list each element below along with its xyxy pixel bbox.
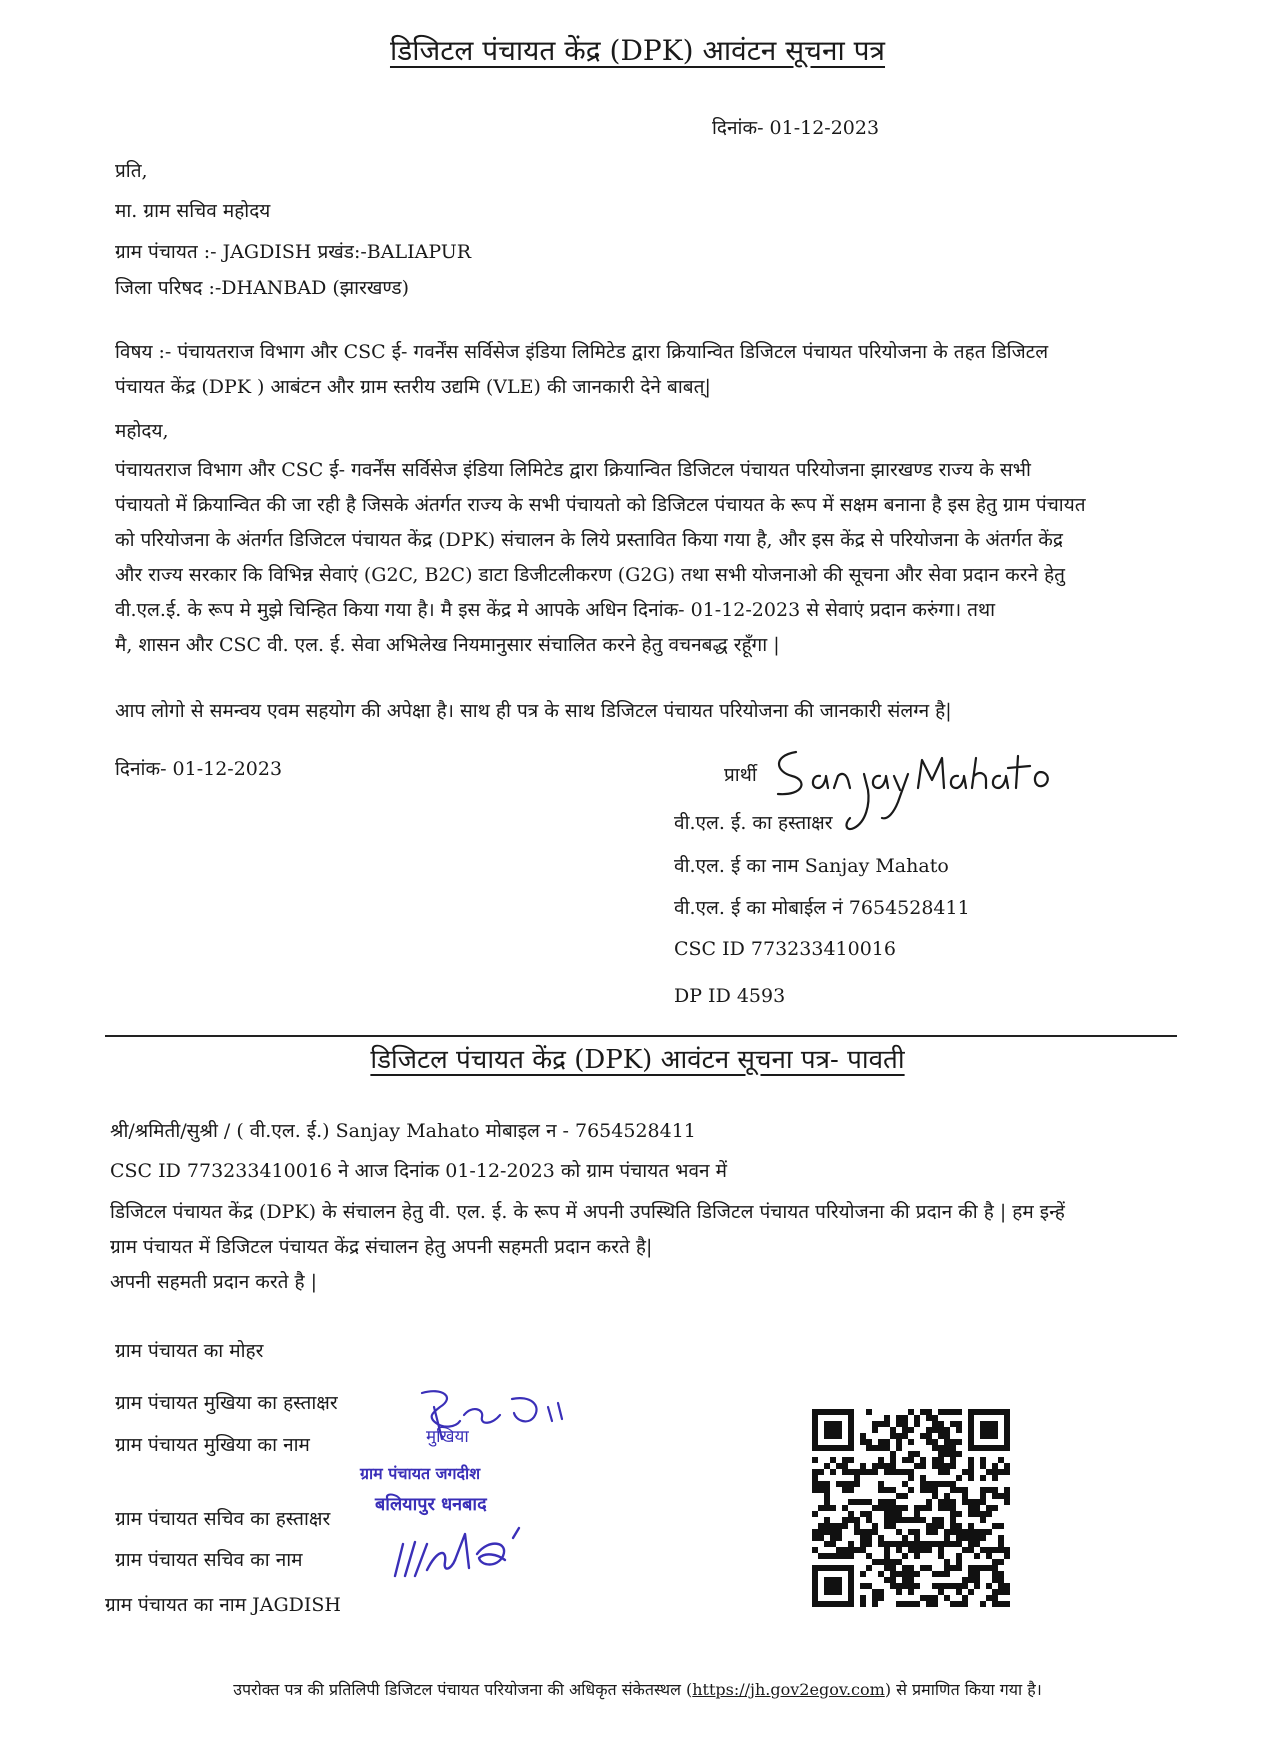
subject-line: पंचायत केंद्र (DPK ) आबंटन और ग्राम स्तरीय उद्यमि (VLE) की जानकारी देने बाबत्| <box>115 376 711 398</box>
receipt-vle-line: श्री/श्रमिती/सुश्री / ( वी.एल. ई.) Sanjay Mahato मोबाइल न - 7654528411 <box>110 1120 696 1142</box>
secretary-name-label: ग्राम पंचायत सचिव का नाम <box>115 1549 303 1571</box>
body-line: मै, शासन और CSC वी. एल. ई. सेवा अभिलेख नियमानुसार संचालित करने हेतु वचनबद्ध रहूँगा | <box>115 634 780 656</box>
body-line: को परियोजना के अंतर्गत डिजिटल पंचायत केंद्र (DPK) संचालन के लिये प्रस्तावित किया गया है, और इस केंद्र से परियोजना के अंतर्गत केंद्र <box>115 529 1063 551</box>
subject <box>115 335 1048 405</box>
secretary-sign-label: ग्राम पंचायत सचिव का हस्ताक्षर <box>115 1508 331 1530</box>
secretary-signature <box>385 1520 535 1590</box>
salutation: महोदय, <box>115 420 169 442</box>
dp-id: DP ID 4593 <box>674 985 786 1007</box>
vle-name: वी.एल. ई का नाम Sanjay Mahato <box>674 855 949 877</box>
footer-text: उपरोक्त पत्र की प्रतिलिपी डिजिटल पंचायत परियोजना की अधिकृत संकेतस्थल ( <box>233 1680 693 1699</box>
receipt-body-line: अपनी सहमती प्रदान करते है | <box>110 1271 318 1293</box>
footer-url-link[interactable]: https://jh.gov2egov.com <box>692 1680 885 1699</box>
footer-note <box>0 1680 1275 1699</box>
letter-title: डिजिटल पंचायत केंद्र (DPK) आवंटन सूचना पत्र <box>389 34 886 67</box>
applicant-label: प्रार्थी <box>724 764 757 786</box>
section-divider <box>105 1035 1177 1037</box>
vle-mobile: वी.एल. ई का मोबाईल नं 7654528411 <box>674 897 970 919</box>
subject-line: विषय :- पंचायतराज विभाग और CSC ई- गवर्नेंस सर्विसेज इंडिया लिमिटेड द्वारा क्रियान्वित डिजिटल पंचायत परियोजना के तहत डिजिटल <box>115 341 1049 363</box>
vle-signature-label: वी.एल. ई. का हस्ताक्षर <box>674 812 833 834</box>
letter-date: दिनांक- 01-12-2023 <box>712 117 880 139</box>
addressee: मा. ग्राम सचिव महोदय <box>115 200 271 222</box>
receipt-body <box>110 1195 1065 1300</box>
cooperation-line: आप लोगो से समन्वय एवम सहयोग की अपेक्षा है। साथ ही पत्र के साथ डिजिटल पंचायत परियोजना की जानकारी संलग्न है| <box>115 700 952 722</box>
receipt-title: डिजिटल पंचायत केंद्र (DPK) आवंटन सूचना पत्र- पावती <box>370 1045 905 1075</box>
letter-date-bottom: दिनांक- 01-12-2023 <box>115 758 283 780</box>
qr-code <box>812 1409 1010 1607</box>
mukhiya-sign-label: ग्राम पंचायत मुखिया का हस्ताक्षर <box>115 1392 338 1414</box>
receipt-body-line: डिजिटल पंचायत केंद्र (DPK) के संचालन हेतु वी. एल. ई. के रूप में अपनी उपस्थिति डिजिटल पंचायत परियोजना की प्रदान की है | हम इन्हें <box>110 1201 1065 1223</box>
seal-label: ग्राम पंचायत का मोहर <box>115 1340 264 1362</box>
receipt-csc-line: CSC ID 773233410016 ने आज दिनांक 01-12-2023 को ग्राम पंचायत भवन में <box>110 1160 727 1182</box>
body-line: पंचायतो में क्रियान्वित की जा रही है जिसके अंतर्गत राज्य के सभी पंचायतो को डिजिटल पंचायत के रूप में सक्षम बनाना है इस हेतु ग्राम पंचायत <box>115 494 1086 516</box>
mukhiya-name-label: ग्राम पंचायत मुखिया का नाम <box>115 1434 310 1456</box>
stamp-text: मुखिया <box>426 1427 469 1447</box>
district-line: जिला परिषद :-DHANBAD (झारखण्ड) <box>115 277 409 299</box>
stamp-text: ग्राम पंचायत जगदीश <box>360 1464 481 1483</box>
body-line: पंचायतराज विभाग और CSC ई- गवर्नेंस सर्विसेज इंडिया लिमिटेड द्वारा क्रियान्वित डिजिटल पंचायत परियोजना झारखण्ड राज्य के सभी <box>115 459 1031 481</box>
body-line: और राज्य सरकार कि विभिन्न सेवाएं (G2C, B2C) डाटा डिजीटलीकरण (G2G) तथा सभी योजनाओ की सूचना और सेवा प्रदान करने हेतु <box>115 564 1066 586</box>
body-line: वी.एल.ई. के रूप मे मुझे चिन्हित किया गया है। मै इस केंद्र मे आपके अधिन दिनांक- 01-12-2023 से सेवाएं प्रदान करुंगा। तथा <box>115 599 996 621</box>
letter-body <box>115 453 1086 663</box>
panchayat-name-line: ग्राम पंचायत का नाम JAGDISH <box>105 1594 341 1616</box>
footer-text: ) से प्रमाणित किया गया है। <box>884 1680 1042 1699</box>
receipt-body-line: ग्राम पंचायत में डिजिटल पंचायत केंद्र संचालन हेतु अपनी सहमती प्रदान करते है| <box>110 1236 653 1258</box>
stamp-text: बलियापुर धनबाद <box>375 1494 487 1515</box>
csc-id: CSC ID 773233410016 <box>674 938 896 960</box>
panchayat-line: ग्राम पंचायत :- JAGDISH प्रखंड:-BALIAPUR <box>115 241 472 263</box>
to-label: प्रति, <box>115 160 148 182</box>
